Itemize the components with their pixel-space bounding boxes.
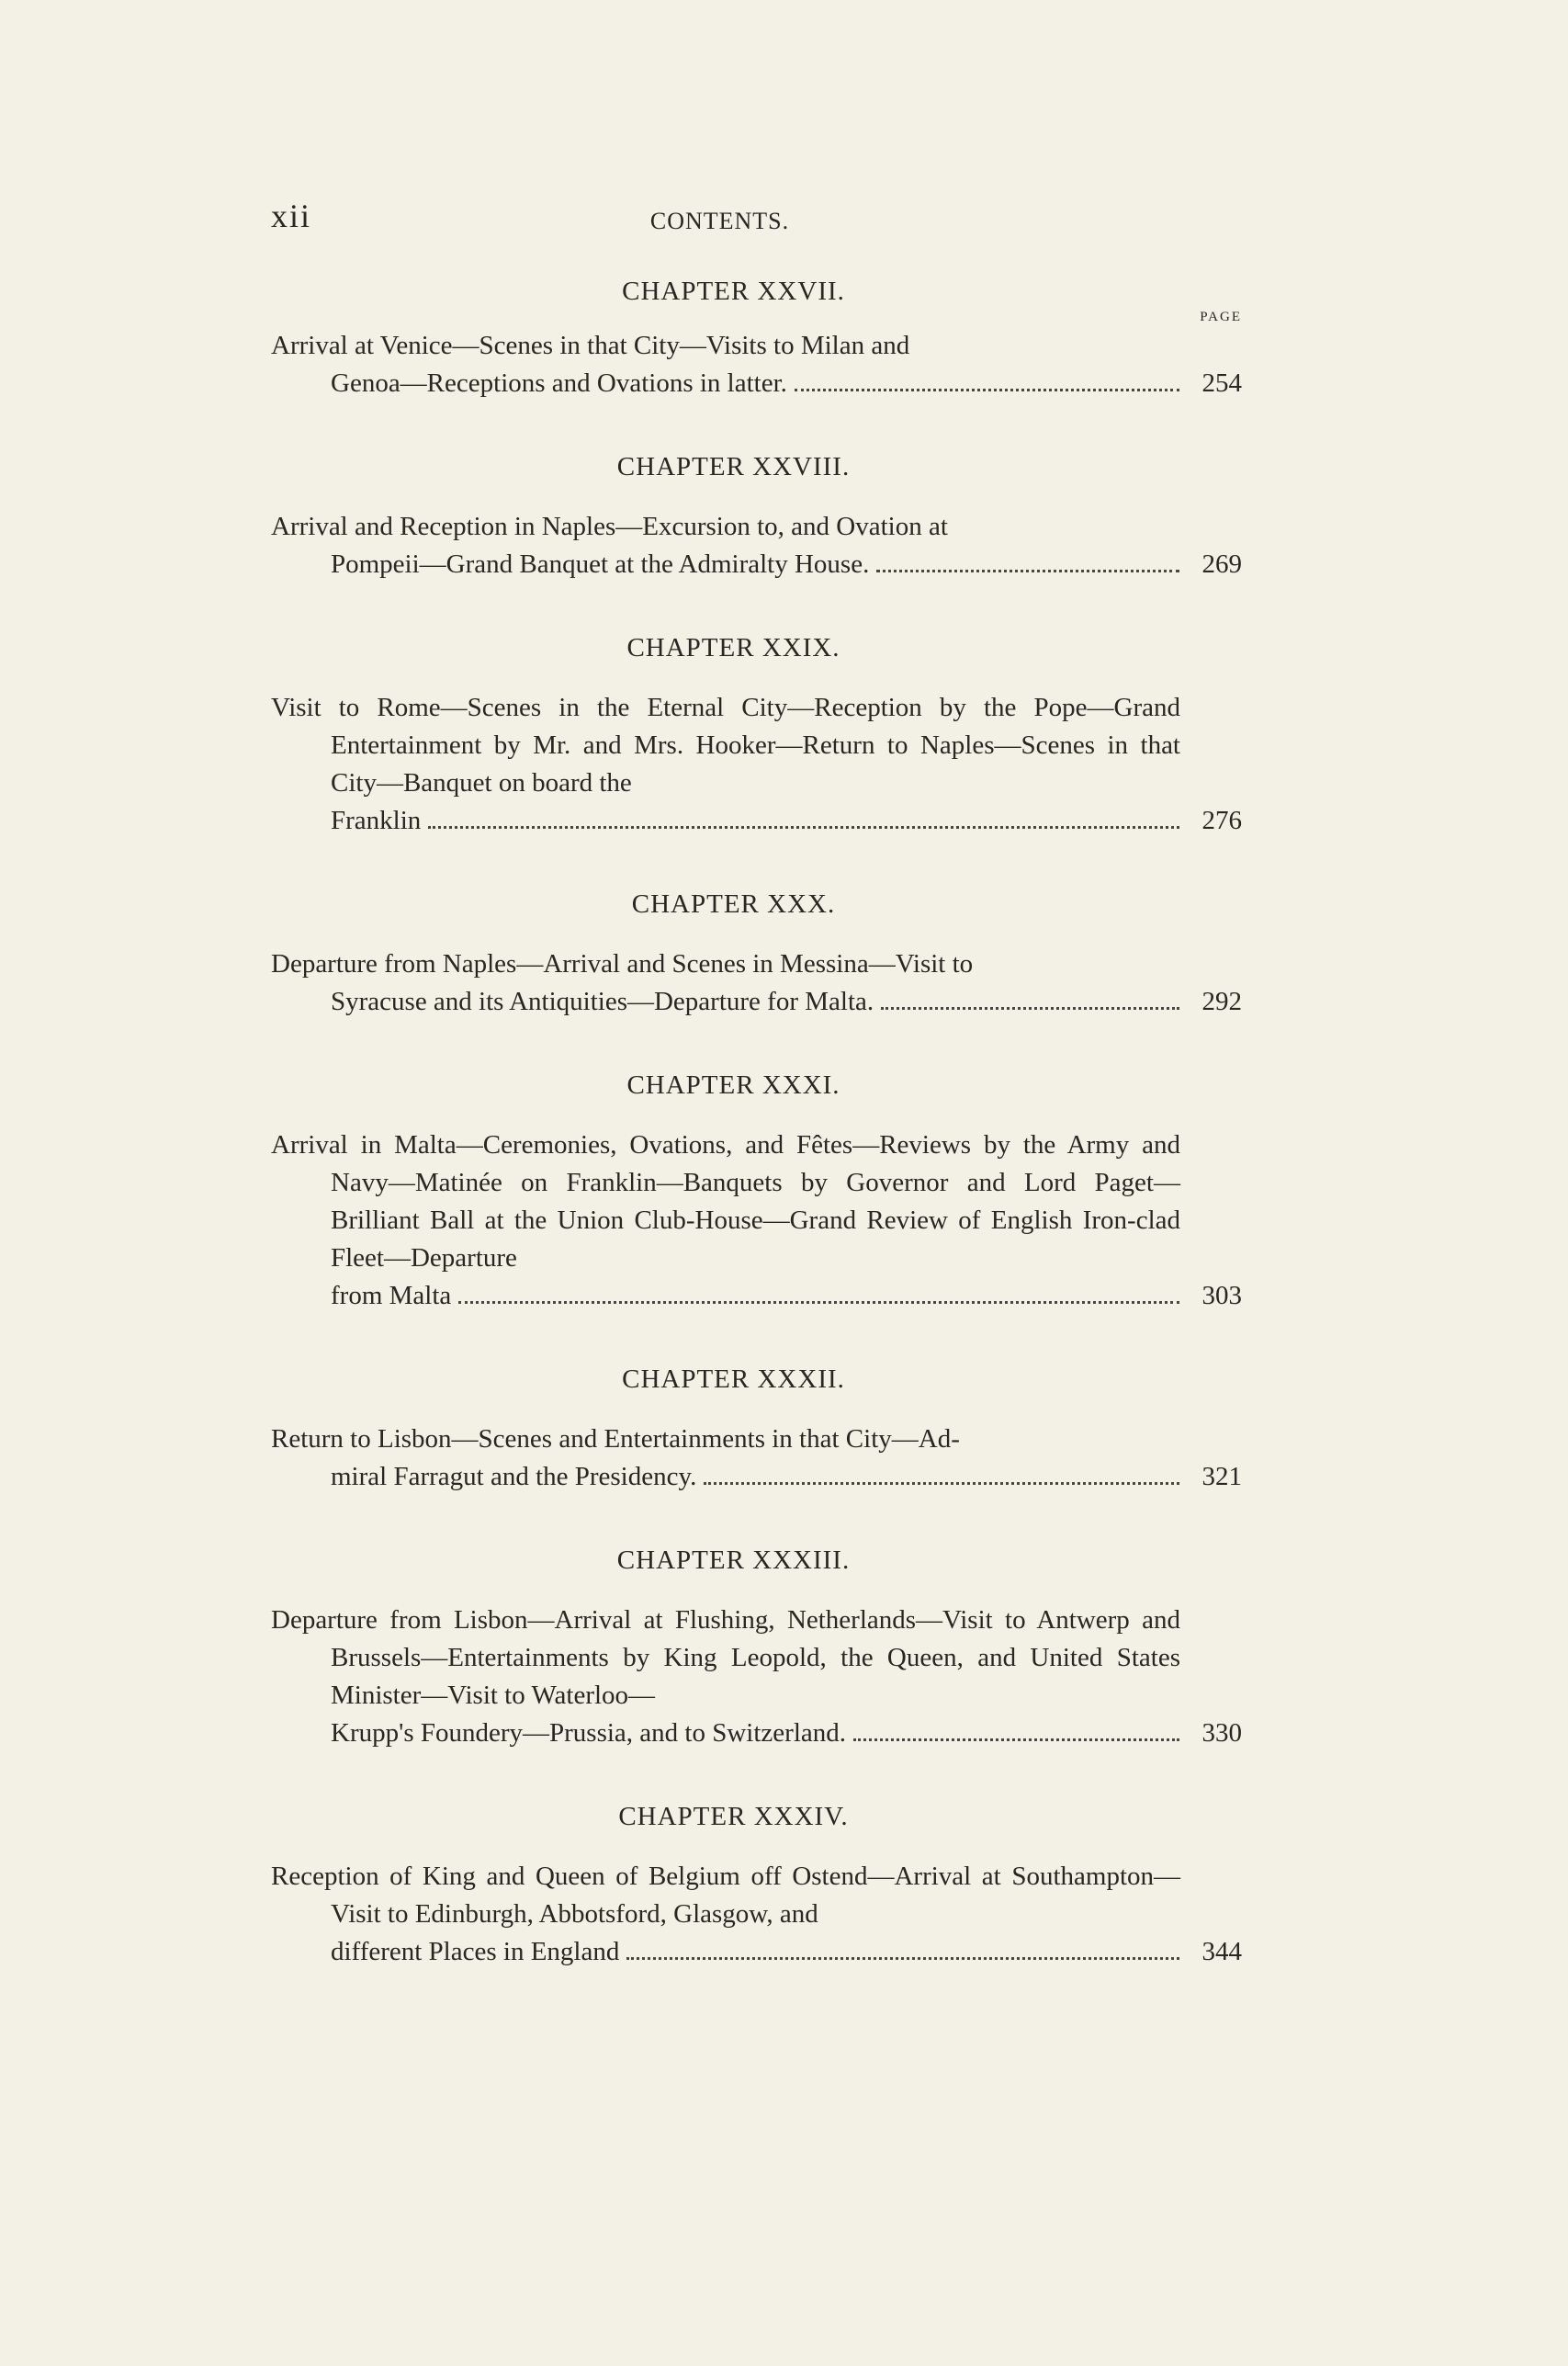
chapter-entry — [271, 1360, 1242, 1496]
summary-last-line-text: Syracuse and its Antiquities—Departure for Malta. — [331, 987, 874, 1016]
summary-last-line-text: Franklin — [331, 806, 422, 835]
dot-leader — [876, 570, 1179, 572]
chapter-heading: CHAPTER XXXIV. — [618, 1802, 849, 1831]
chapter-entry — [271, 1541, 1242, 1752]
chapter-entry — [271, 272, 1242, 402]
chapter-page-number: 330 — [1201, 1718, 1242, 1748]
dot-leader — [881, 1007, 1179, 1010]
chapter-page-number: 254 — [1201, 368, 1242, 398]
chapter-entry — [271, 1797, 1242, 1971]
page-number: xii — [271, 198, 312, 234]
dot-leader — [853, 1738, 1179, 1741]
chapter-page-number: 303 — [1201, 1281, 1242, 1310]
running-head — [271, 197, 1242, 252]
chapter-summary: Arrival in Malta—Ceremonies, Ovations, and Fêtes—Reviews by the Army and Navy—Matinée on Franklin—Banquets by Governor and Lord Paget—Brilliant Ball at the Union Club-House—Grand Review of English Iron-clad Fleet—Departure — [271, 1130, 1180, 1273]
dot-leader — [795, 389, 1179, 391]
chapter-entry — [271, 1066, 1242, 1315]
chapter-heading: CHAPTER XXX. — [631, 889, 836, 919]
dot-leader — [458, 1301, 1179, 1304]
chapter-summary-last-line — [271, 802, 1242, 840]
chapter-page-number: 292 — [1201, 987, 1242, 1016]
contents-list — [271, 272, 1242, 1971]
running-title: CONTENTS. — [649, 208, 790, 234]
chapter-summary: Visit to Rome—Scenes in the Eternal City—Reception by the Pope—Grand Entertainment by Mr. and Mrs. Hooker—Return to Naples—Scenes in that City—Banquet on board the — [271, 693, 1180, 798]
chapter-summary: Arrival at Venice—Scenes in that City—Visits to Milan and — [271, 331, 910, 360]
summary-last-line-text: miral Farragut and the Presidency. — [331, 1462, 697, 1491]
dot-leader — [704, 1482, 1179, 1485]
chapter-summary: Return to Lisbon—Scenes and Entertainments in that City—Ad- — [271, 1424, 960, 1454]
summary-last-line-text: Pompeii—Grand Banquet at the Admiralty House. — [331, 549, 870, 579]
chapter-entry — [271, 447, 1242, 583]
summary-last-line-text: Genoa—Receptions and Ovations in latter. — [331, 368, 787, 398]
chapter-summary-last-line — [271, 1933, 1242, 1971]
summary-last-line-text: different Places in England — [331, 1937, 620, 1966]
chapter-heading: CHAPTER XXVIII. — [616, 452, 851, 481]
chapter-summary-last-line — [271, 1277, 1242, 1315]
chapter-page-number: 344 — [1201, 1937, 1242, 1966]
chapter-entry — [271, 628, 1242, 840]
summary-last-line-text: Krupp's Foundery—Prussia, and to Switzerland. — [331, 1718, 846, 1748]
chapter-summary-last-line — [271, 1715, 1242, 1752]
chapter-summary-last-line — [271, 983, 1242, 1021]
chapter-heading: CHAPTER XXXI. — [626, 1070, 840, 1100]
chapter-summary-last-line — [271, 546, 1242, 583]
chapter-page-number: 269 — [1201, 549, 1242, 579]
chapter-summary: Reception of King and Queen of Belgium off Ostend—Arrival at Southampton—Visit to Edinburgh, Abbotsford, Glasgow, and — [271, 1862, 1180, 1929]
chapter-summary-last-line — [271, 365, 1242, 402]
chapter-heading: CHAPTER XXVII. — [622, 277, 845, 306]
chapter-heading: CHAPTER XXXII. — [622, 1364, 845, 1394]
chapter-summary: Departure from Naples—Arrival and Scenes in Messina—Visit to — [271, 949, 974, 979]
chapter-page-number: 321 — [1201, 1462, 1242, 1491]
chapter-entry — [271, 885, 1242, 1021]
chapter-heading: CHAPTER XXIX. — [626, 633, 840, 662]
summary-last-line-text: from Malta — [331, 1281, 452, 1310]
chapter-summary-last-line — [271, 1458, 1242, 1496]
chapter-summary: Arrival and Reception in Naples—Excursion to, and Ovation at — [271, 512, 948, 541]
chapter-page-number: 276 — [1201, 806, 1242, 835]
dot-leader — [626, 1957, 1179, 1960]
chapter-summary: Departure from Lisbon—Arrival at Flushing, Netherlands—Visit to Antwerp and Brussels—Entertainments by King Leopold, the Queen, and United States Minister—Visit to Waterloo— — [271, 1605, 1180, 1710]
chapter-heading: CHAPTER XXXIII. — [616, 1545, 851, 1575]
page-column-label: PAGE — [1200, 310, 1242, 324]
dot-leader — [428, 826, 1179, 829]
